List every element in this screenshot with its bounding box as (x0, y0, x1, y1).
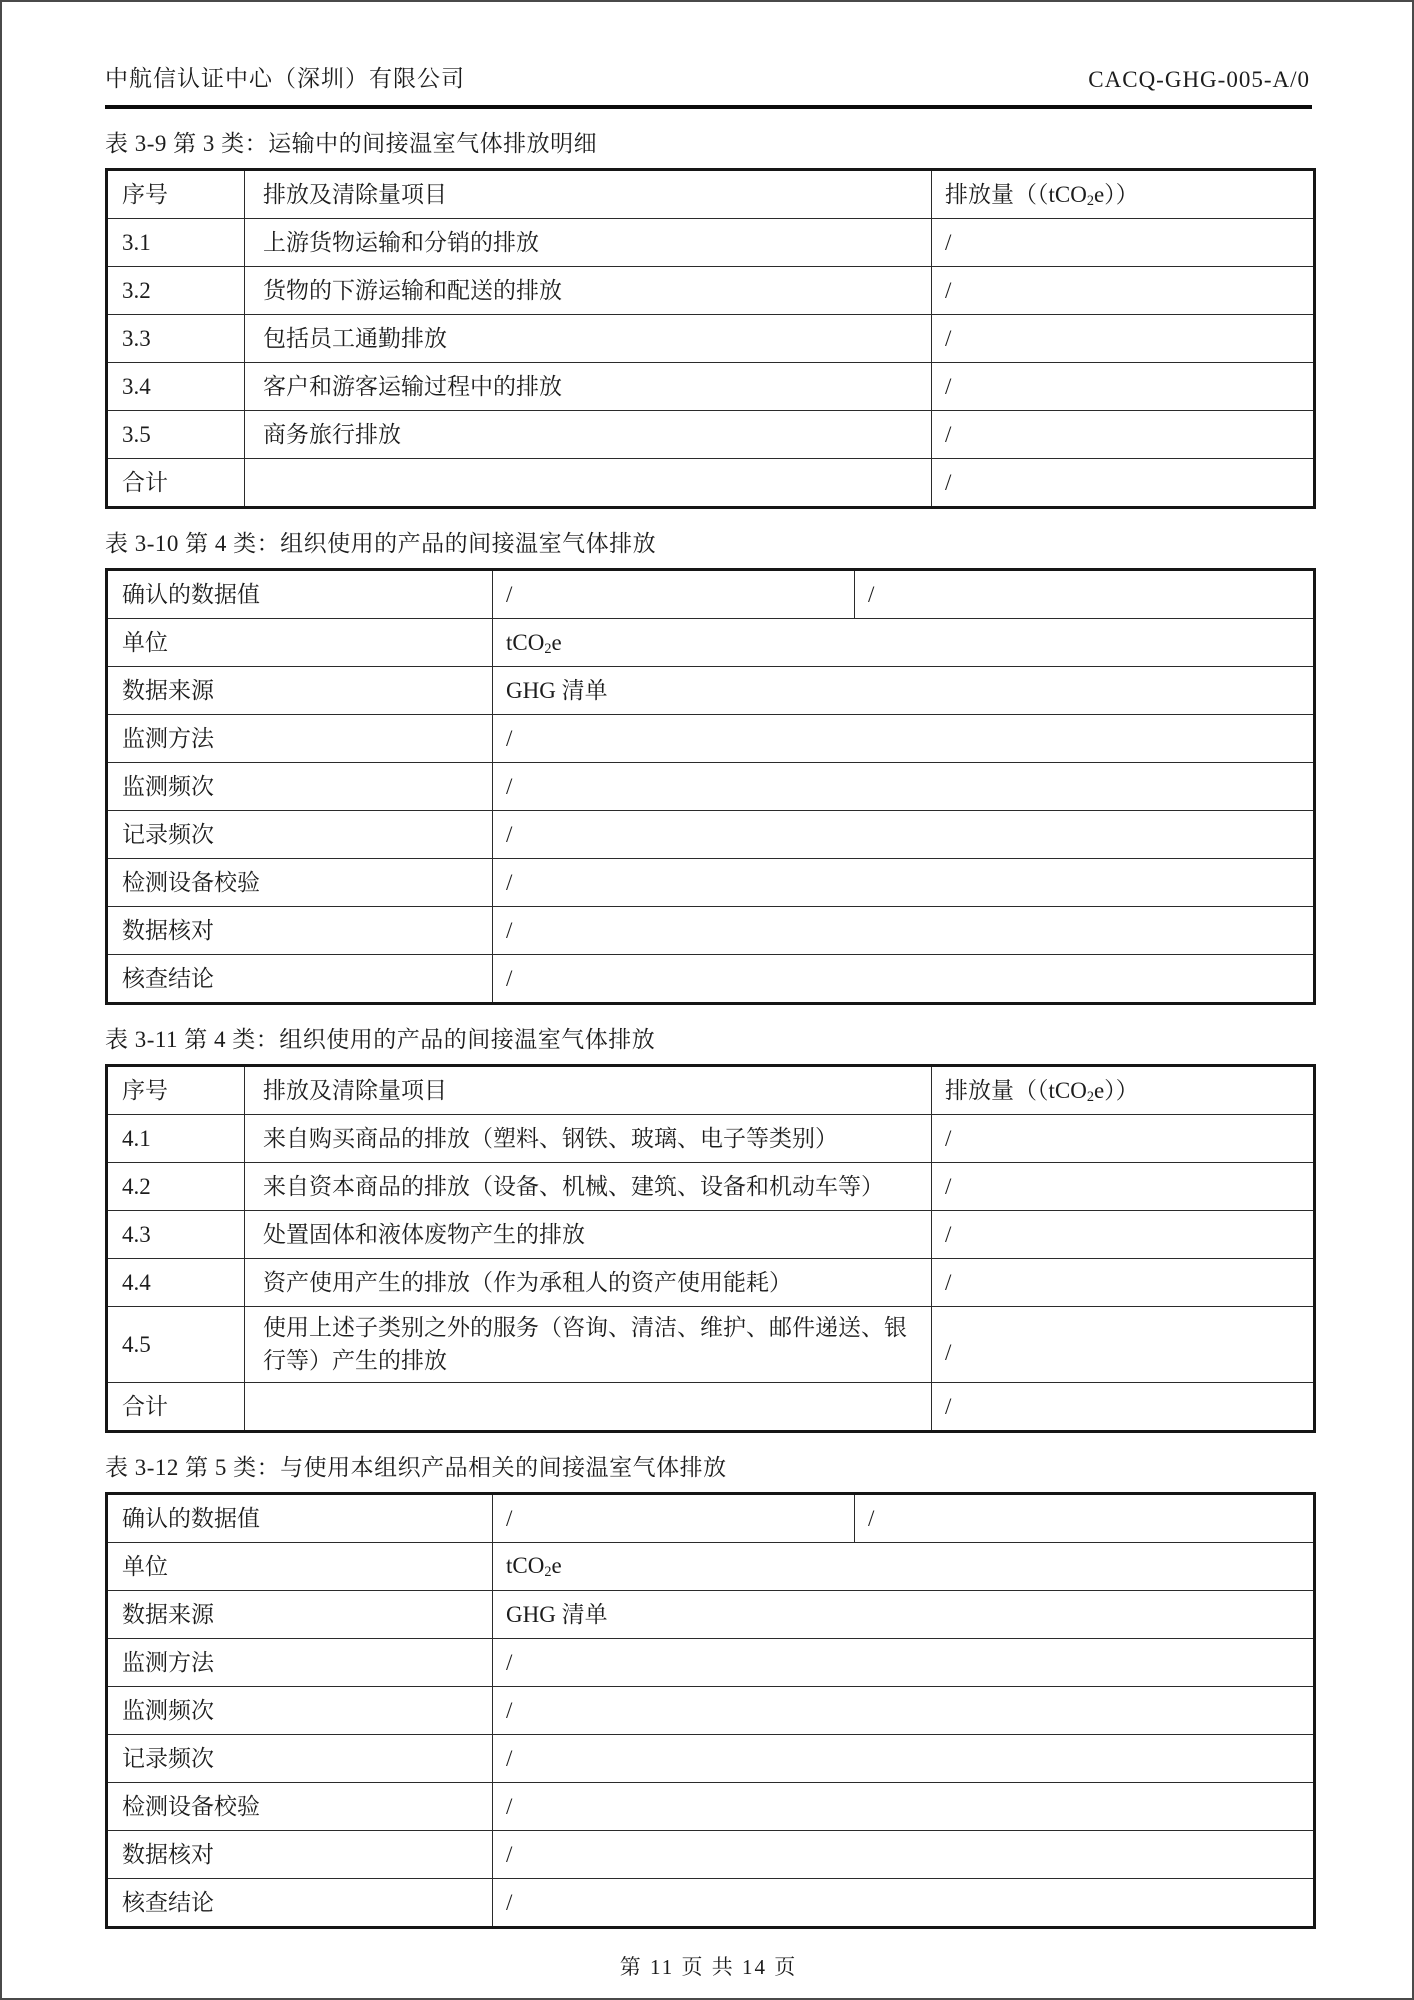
cell-item: 资产使用产生的排放（作为承租人的资产使用能耗） (245, 1259, 932, 1307)
cell-value: / (855, 1493, 1315, 1542)
cell-label: 数据核对 (107, 1830, 493, 1878)
cell-label: 单位 (107, 1542, 493, 1590)
cell-value: / (493, 1830, 1315, 1878)
table-row (107, 363, 1315, 411)
table3-12-caption: 表 3-12 第 5 类：与使用本组织产品相关的间接温室气体排放 (105, 1454, 727, 1480)
unit-suffix: e (551, 1553, 562, 1579)
table-row (107, 267, 1315, 315)
cell-no: 3.3 (107, 315, 245, 363)
cell-label: 监测方法 (107, 1638, 493, 1686)
table-row (107, 1830, 1315, 1878)
cell-value: GHG 清单 (493, 1590, 1315, 1638)
table-row (107, 219, 1315, 267)
table-row (107, 667, 1315, 715)
table-row (107, 955, 1315, 1004)
header-cell-qty (932, 170, 1315, 219)
table-row (107, 1115, 1315, 1163)
cell-value: / (493, 570, 855, 619)
cell-no: 4.2 (107, 1163, 245, 1211)
table3-9 (105, 168, 1316, 509)
cell-item: 上游货物运输和分销的排放 (245, 219, 932, 267)
cell-label: 数据来源 (107, 667, 493, 715)
table-row (107, 1638, 1315, 1686)
cell-value: / (493, 811, 1315, 859)
cell-qty: / (932, 267, 1315, 315)
table3-11 (105, 1064, 1316, 1433)
unit-suffix: e (551, 629, 562, 655)
unit-subscript: 2 (544, 640, 552, 657)
cell-qty: / (932, 1259, 1315, 1307)
cell-value: / (493, 1734, 1315, 1782)
cell-no: 4.1 (107, 1115, 245, 1163)
qty-header-subscript: 2 (1086, 1088, 1094, 1105)
table-row (107, 1307, 1315, 1383)
table-row (107, 907, 1315, 955)
cell-qty: / (932, 1307, 1315, 1383)
cell-item: 客户和游客运输过程中的排放 (245, 363, 932, 411)
cell-qty: / (932, 1163, 1315, 1211)
unit-subscript: 2 (544, 1564, 552, 1581)
table-row (107, 859, 1315, 907)
table-row (107, 1686, 1315, 1734)
cell-no: 3.1 (107, 219, 245, 267)
table-row (107, 1259, 1315, 1307)
cell-qty: / (932, 1382, 1315, 1431)
header-cell-item: 排放及清除量项目 (245, 170, 932, 219)
cell-unit-value (493, 1542, 1315, 1590)
document-header (105, 54, 1312, 109)
table-total-row (107, 1382, 1315, 1431)
table-row (107, 1734, 1315, 1782)
cell-total-label: 合计 (107, 459, 245, 508)
table-row (107, 315, 1315, 363)
qty-header-suffix: e）） (1093, 181, 1139, 207)
cell-qty: / (932, 363, 1315, 411)
cell-no: 4.4 (107, 1259, 245, 1307)
cell-qty: / (932, 459, 1315, 508)
cell-label: 核查结论 (107, 955, 493, 1004)
cell-value: / (493, 715, 1315, 763)
cell-item (245, 1382, 932, 1431)
cell-item: 来自购买商品的排放（塑料、钢铁、玻璃、电子等类别） (245, 1115, 932, 1163)
table-row (107, 1590, 1315, 1638)
table3-12 (105, 1492, 1316, 1929)
table-row (107, 1493, 1315, 1542)
cell-item (245, 459, 932, 508)
cell-no: 3.5 (107, 411, 245, 459)
table3-9-header-row (107, 170, 1315, 219)
cell-qty: / (932, 411, 1315, 459)
qty-header-text: 排放量（（tCO (945, 1077, 1087, 1103)
cell-label: 检测设备校验 (107, 859, 493, 907)
qty-header-subscript: 2 (1086, 192, 1094, 209)
unit-text: tCO (506, 1553, 545, 1579)
cell-value: / (493, 859, 1315, 907)
table-row (107, 1211, 1315, 1259)
table-row (107, 1878, 1315, 1927)
table-row (107, 1782, 1315, 1830)
table3-10 (105, 568, 1316, 1005)
table-row (107, 619, 1315, 667)
table-row (107, 1163, 1315, 1211)
cell-label: 监测频次 (107, 1686, 493, 1734)
cell-value: / (493, 907, 1315, 955)
cell-item: 包括员工通勤排放 (245, 315, 932, 363)
cell-value: / (855, 570, 1315, 619)
cell-item: 处置固体和液体废物产生的排放 (245, 1211, 932, 1259)
cell-no: 4.3 (107, 1211, 245, 1259)
cell-label: 检测设备校验 (107, 1782, 493, 1830)
cell-qty: / (932, 219, 1315, 267)
cell-qty: / (932, 315, 1315, 363)
cell-item: 来自资本商品的排放（设备、机械、建筑、设备和机动车等） (245, 1163, 932, 1211)
qty-header-suffix: e）） (1093, 1077, 1139, 1103)
cell-no: 3.4 (107, 363, 245, 411)
cell-label: 记录频次 (107, 811, 493, 859)
cell-value: GHG 清单 (493, 667, 1315, 715)
cell-value: / (493, 1878, 1315, 1927)
cell-label: 监测方法 (107, 715, 493, 763)
table3-11-header-row (107, 1066, 1315, 1115)
cell-label: 数据来源 (107, 1590, 493, 1638)
doc-code: CACQ-GHG-005-A/0 (1088, 67, 1310, 92)
cell-label: 数据核对 (107, 907, 493, 955)
table3-9-caption: 表 3-9 第 3 类：运输中的间接温室气体排放明细 (105, 131, 598, 156)
cell-value: / (493, 1493, 855, 1542)
unit-text: tCO (506, 629, 545, 655)
cell-no: 3.2 (107, 267, 245, 315)
header-cell-no: 序号 (107, 1066, 245, 1115)
cell-label: 单位 (107, 619, 493, 667)
table-row (107, 811, 1315, 859)
cell-item: 使用上述子类别之外的服务（咨询、清洁、维护、邮件递送、银行等）产生的排放 (245, 1307, 932, 1383)
table3-10-caption: 表 3-10 第 4 类：组织使用的产品的间接温室气体排放 (105, 531, 657, 556)
cell-qty: / (932, 1115, 1315, 1163)
table-row (107, 411, 1315, 459)
cell-label: 记录频次 (107, 1734, 493, 1782)
table-row (107, 715, 1315, 763)
qty-header-text: 排放量（（tCO (945, 181, 1087, 207)
cell-item: 商务旅行排放 (245, 411, 932, 459)
table-row (107, 763, 1315, 811)
cell-no: 4.5 (107, 1307, 245, 1383)
company-name: 中航信认证中心（深圳）有限公司 (105, 66, 465, 91)
cell-value: / (493, 1638, 1315, 1686)
cell-label: 核查结论 (107, 1878, 493, 1927)
cell-value: / (493, 955, 1315, 1004)
cell-value: / (493, 1686, 1315, 1734)
cell-unit-value (493, 619, 1315, 667)
cell-qty: / (932, 1211, 1315, 1259)
table3-11-caption: 表 3-11 第 4 类：组织使用的产品的间接温室气体排放 (105, 1027, 656, 1052)
cell-total-label: 合计 (107, 1382, 245, 1431)
header-cell-qty (932, 1066, 1315, 1115)
cell-label: 确认的数据值 (107, 570, 493, 619)
table-total-row (107, 459, 1315, 508)
page-number: 第 11 页 共 14 页 (619, 1954, 798, 1979)
cell-label: 确认的数据值 (107, 1493, 493, 1542)
cell-label: 监测频次 (107, 763, 493, 811)
cell-value: / (493, 763, 1315, 811)
header-cell-no: 序号 (107, 170, 245, 219)
cell-item: 货物的下游运输和配送的排放 (245, 267, 932, 315)
table-row (107, 570, 1315, 619)
header-cell-item: 排放及清除量项目 (245, 1066, 932, 1115)
table-row (107, 1542, 1315, 1590)
cell-value: / (493, 1782, 1315, 1830)
